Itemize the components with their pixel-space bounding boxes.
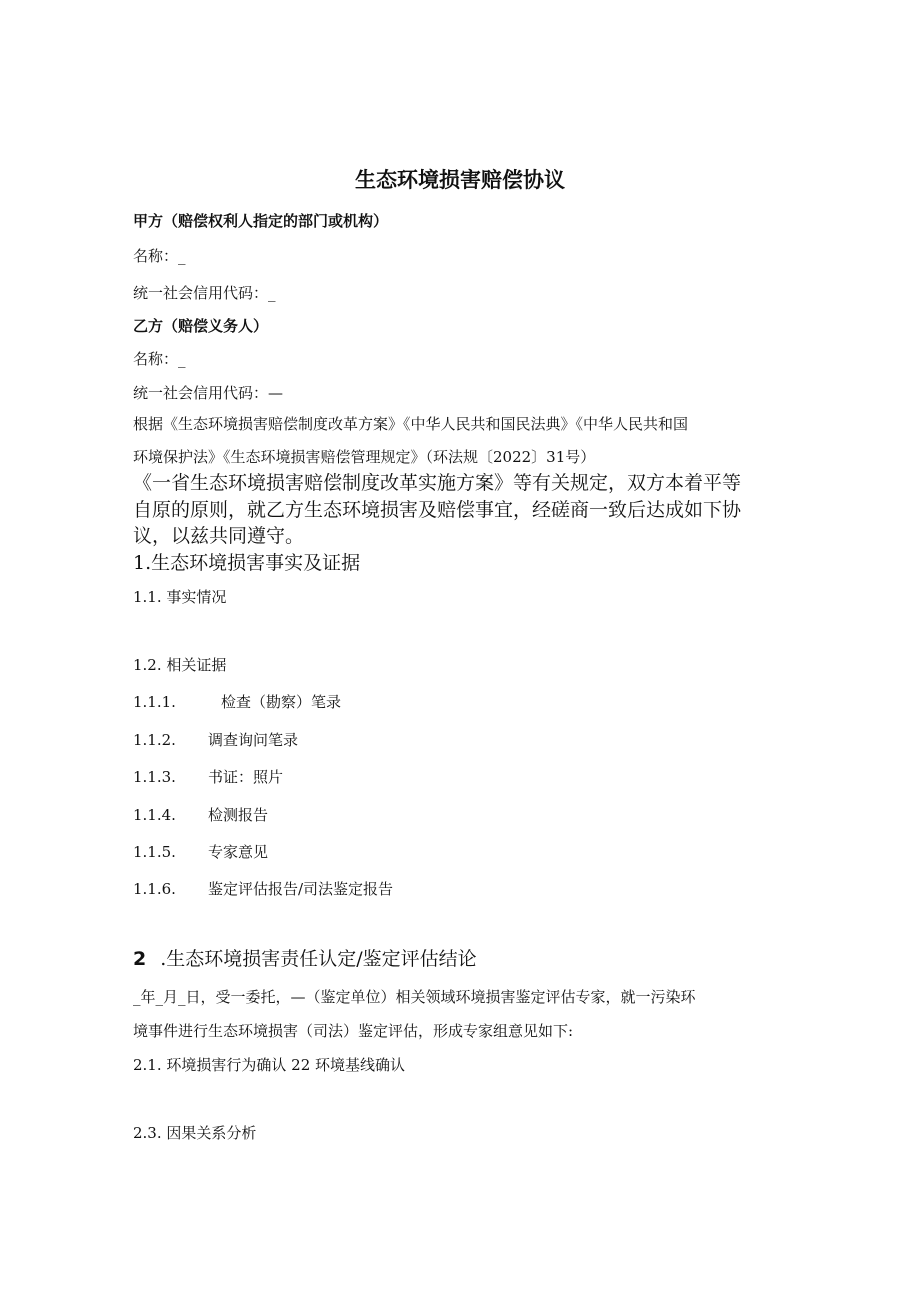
evidence-item: [133, 730, 298, 750]
evidence-item: [133, 767, 283, 787]
evidence-label: 检查（勘察）笔录: [221, 693, 342, 711]
section-1-heading: 1.生态环境损害事实及证据: [133, 552, 361, 574]
evidence-item: [133, 842, 268, 862]
evidence-number: 1.1.3.: [133, 768, 176, 786]
basis-line-3: 《一省生态环境损害赔偿制度改革实施方案》等有关规定，双方本着平等: [133, 472, 742, 494]
section-2-paragraph-line-2: 境事件进行生态环境损害（司法）鉴定评估，形成专家组意见如下:: [133, 1022, 574, 1040]
evidence-label: 鉴定评估报告/司法鉴定报告: [208, 880, 394, 898]
section-2-heading: [133, 946, 477, 972]
evidence-number: 1.1.5.: [133, 843, 176, 861]
party-a-heading: 甲方（赔偿权利人指定的部门或机构）: [133, 212, 389, 230]
evidence-label: 专家意见: [208, 843, 269, 861]
evidence-number: 1.1.6.: [133, 880, 176, 898]
evidence-number: 1.1.1.: [133, 693, 176, 711]
basis-line-2: 环境保护法》《生态环境损害赔偿管理规定》（环法规〔2022〕31号）: [133, 448, 596, 466]
party-b-credit-code: 统一社会信用代码：—: [133, 384, 284, 402]
evidence-label: 调查询问笔录: [208, 731, 299, 749]
evidence-item: [133, 879, 393, 899]
evidence-label: 检测报告: [208, 806, 269, 824]
section-1-1-heading: 1.1. 事实情况: [133, 588, 227, 606]
basis-line-1: 根据《生态环境损害赔偿制度改革方案》《中华人民共和国民法典》《中华人民共和国: [133, 415, 689, 433]
evidence-number: 1.1.2.: [133, 731, 176, 749]
party-a-name: 名称：_: [133, 247, 186, 265]
evidence-item: [133, 805, 268, 825]
evidence-number: 1.1.4.: [133, 806, 176, 824]
basis-line-5: 议，以兹共同遵守。: [133, 525, 305, 547]
party-b-heading: 乙方（赔偿义务人）: [133, 317, 269, 335]
party-a-credit-code: 统一社会信用代码：_: [133, 284, 276, 302]
evidence-item: [133, 692, 341, 712]
section-2-number: 2: [133, 948, 147, 970]
basis-line-4: 自原的原则，就乙方生态环境损害及赔偿事宜，经磋商一致后达成如下协: [133, 499, 742, 521]
section-2-heading-text: .生态环境损害责任认定/鉴定评估结论: [160, 948, 477, 970]
section-1-2-heading: 1.2. 相关证据: [133, 656, 227, 674]
section-2-3-heading: 2.3. 因果关系分析: [133, 1124, 257, 1142]
evidence-label: 书证：照片: [208, 768, 284, 786]
party-b-name: 名称：_: [133, 350, 186, 368]
section-2-1-heading: 2.1. 环境损害行为确认 22 环境基线确认: [133, 1056, 406, 1074]
section-2-paragraph-line-1: _年_月_日，受一委托，—（鉴定单位）相关领域环境损害鉴定评估专家，就一污染环: [133, 988, 696, 1006]
document-title: 生态环境损害赔偿协议: [355, 168, 565, 192]
